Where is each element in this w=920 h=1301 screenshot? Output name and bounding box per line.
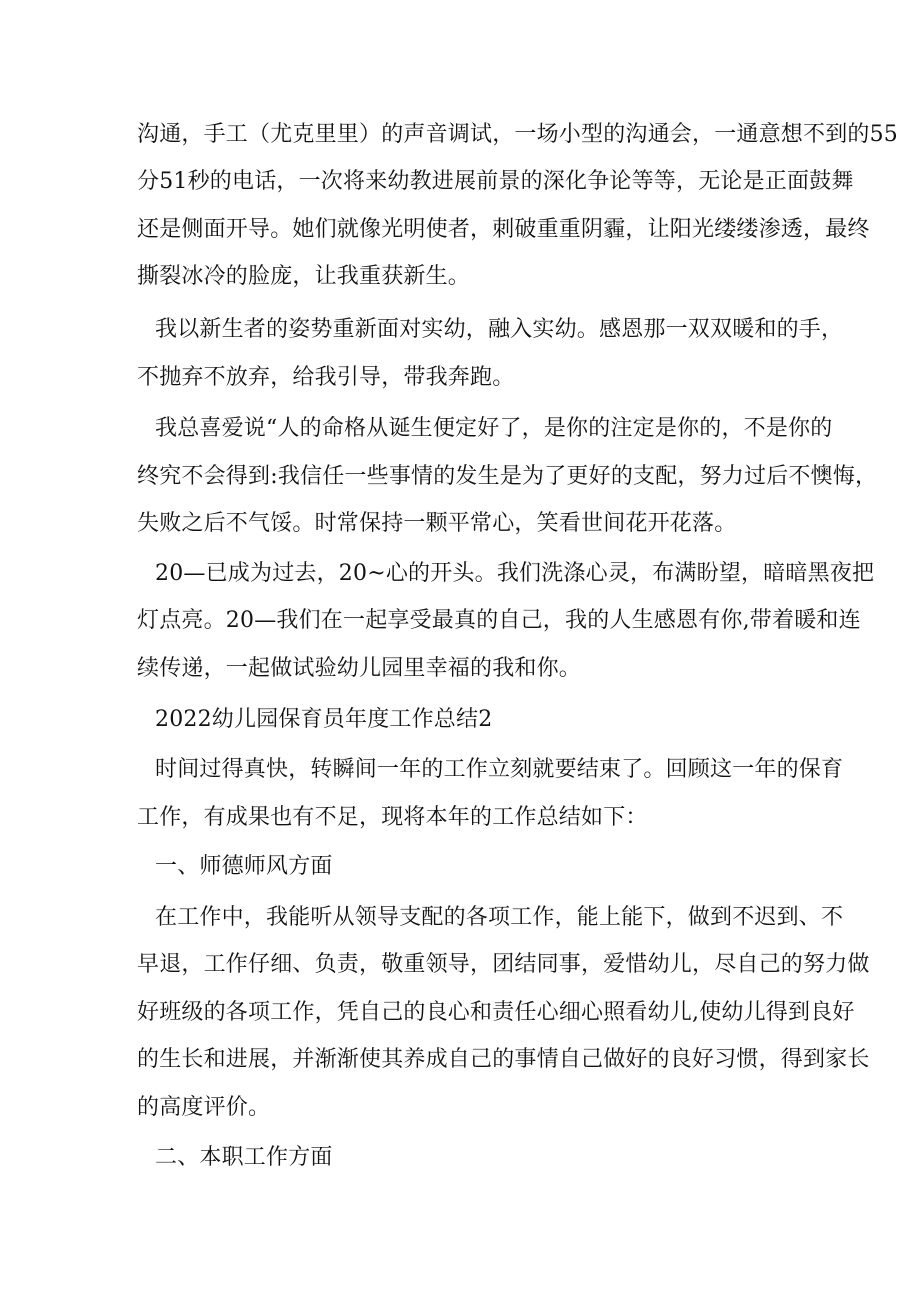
text-line: 续传递，一起做试验幼儿园里幸福的我和你。 [137, 656, 582, 681]
text-line: 早退，工作仔细、负责，敬重领导，团结同事，爱惜幼儿，尽自己的努力做 [137, 952, 870, 977]
subsection-heading: 一、师德师风方面 [155, 854, 333, 879]
text-line: 终究不会得到:我信任一些事情的发生是为了更好的支配，努力过后不懊悔， [137, 464, 878, 489]
text-line: 失败之后不气馁。时常保持一颗平常心，笑看世间花开花落。 [137, 511, 737, 536]
paragraph-first-line: 我以新生者的姿势重新面对实幼，融入实幼。感恩那一双双暖和的手， [155, 317, 844, 342]
text-line: 还是侧面开导。她们就像光明使者，刺破重重阴霾，让阳光缕缕渗透，最终 [137, 217, 870, 242]
subsection-heading: 二、本职工作方面 [155, 1145, 333, 1170]
text-line: 撕裂冰冷的脸庞，让我重获新生。 [137, 264, 471, 289]
paragraph-first-line: 我总喜爱说“人的命格从诞生便定好了，是你的注定是你的，不是你的 [155, 416, 833, 441]
text-line: 不抛弃不放弃，给我引导，带我奔跑。 [137, 365, 515, 390]
text-line: 灯点亮。20—我们在一起享受最真的自己，我的人生感恩有你,带着暖和连 [137, 608, 861, 633]
text-line: 的生长和进展，并渐渐使其养成自己的事情自己做好的良好习惯，得到家长 [137, 1047, 870, 1072]
paragraph-first-line: 时间过得真快，转瞬间一年的工作立刻就要结束了。回顾这一年的保育 [155, 757, 844, 782]
text-line: 分51秒的电话，一次将来幼教进展前景的深化争论等等，无论是正面鼓舞 [137, 169, 854, 194]
text-line: 工作，有成果也有不足，现将本年的工作总结如下： [137, 805, 648, 830]
text-line: 好班级的各项工作，凭自己的良心和责任心细心照看幼儿,使幼儿得到良好 [137, 1000, 855, 1025]
text-line: 沟通，手工（尤克里里）的声音调试，一场小型的沟通会，一通意想不到的55 [137, 122, 898, 147]
paragraph-first-line: 在工作中，我能听从领导支配的各项工作，能上能下，做到不迟到、不 [155, 905, 844, 930]
paragraph-first-line: 20—已成为过去，20~心的开头。我们洗涤心灵，布满盼望，暗暗黑夜把 [155, 561, 875, 586]
text-line: 的高度评价。 [137, 1095, 271, 1120]
section-heading: 2022幼儿园保育员年度工作总结2 [155, 707, 493, 732]
